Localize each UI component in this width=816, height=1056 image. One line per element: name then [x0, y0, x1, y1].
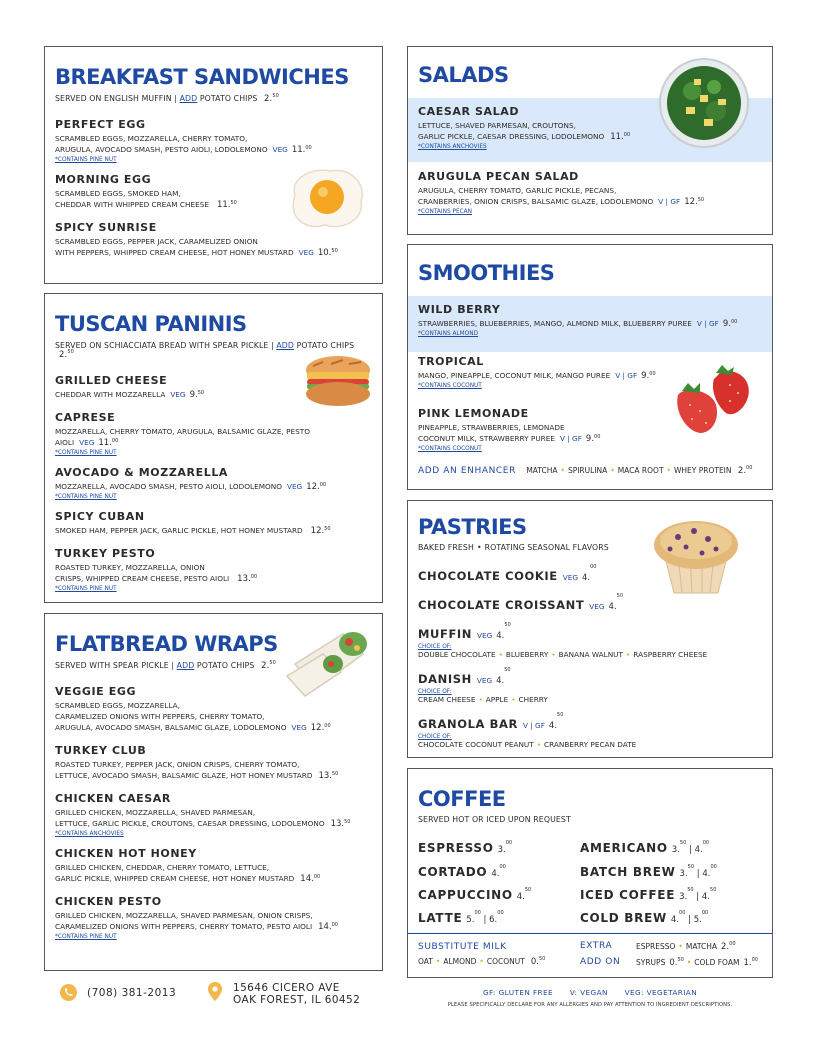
allergen-note: *CONTAINS PINE NUT	[55, 494, 117, 500]
wraps-subtitle: SERVED WITH SPEAR PICKLE | ADD POTATO CHIPS 2.50	[55, 660, 276, 671]
menu-item-perfect-egg: PERFECT EGG SCRAMBLED EGGS, MOZZARELLA, CHERRY TOMATO, ARUGULA, AVOCADO SMASH, PESTO AIOLI, LODOLEMONO VEG 11.00 *CONTAINS PINE NUT	[55, 118, 372, 163]
menu-item-granola-bar: GRANOLA BAR V | GF 4.50 CHOICE OF: CHOCOLATE COCONUT PEANUT • CRANBERRY PECAN DATE	[418, 712, 637, 749]
paninis-subtitle: SERVED ON SCHIACCIATA BREAD WITH SPEAR PICKLE | ADD POTATO CHIPS 2.50	[55, 341, 355, 360]
menu-item-veggie-egg: VEGGIE EGG SCRAMBLED EGGS, MOZZARELLA, CARAMELIZED ONIONS WITH PEPPERS, CHERRY TOMATO, ARUGULA, AVOCADO SMASH, BALSAMIC GLAZE, LODOLEMONO VEG 12.00	[55, 685, 331, 733]
allergy-disclaimer: PLEASE SPECIFICALLY DECLARE FOR ANY ALLERGIES AND PAY ATTENTION TO INGREDIENT DESCRIPTIONS.	[447, 1002, 733, 1008]
allergen-note: *CONTAINS PINE NUT	[55, 586, 117, 592]
paninis-panel	[44, 293, 383, 603]
coffee-item-iced-coffee: ICED COFFEE 3.50 | 4.50	[580, 887, 717, 902]
add-chips-link[interactable]: ADD	[176, 661, 195, 670]
breakfast-panel	[44, 46, 383, 284]
menu-item-caesar-salad: CAESAR SALAD LETTUCE, SHAVED PARMESAN, CROUTONS, GARLIC PICKLE, CAESAR DRESSING, LODOLEMONO 11.00 *CONTAINS ANCHOVIES	[408, 98, 773, 162]
wrap-illustration	[283, 624, 373, 700]
add-chips-link[interactable]: ADD	[179, 94, 198, 103]
paninis-title: TUSCAN PANINIS	[55, 312, 247, 336]
pastries-title: PASTRIES	[418, 515, 527, 539]
menu-item-caprese: CAPRESE MOZZARELLA, CHERRY TOMATO, ARUGULA, BALSAMIC GLAZE, PESTO AIOLI VEG 11.00 *CONTAINS PINE NUT	[55, 411, 372, 456]
diet-legend	[407, 988, 773, 997]
add-on-label: ADD ON	[580, 957, 621, 967]
allergen-note: *CONTAINS PINE NUT	[55, 934, 117, 940]
coffee-title: COFFEE	[418, 787, 506, 811]
allergen-note: *CONTAINS ANCHOVIES	[55, 831, 124, 837]
address-block	[208, 982, 360, 1006]
wraps-title: FLATBREAD WRAPS	[55, 632, 278, 656]
coffee-item-cappuccino: CAPPUCCINO 4.50	[418, 887, 532, 902]
allergen-note: *CONTAINS ALMOND	[418, 331, 479, 337]
menu-item-pink-lemonade: PINK LEMONADE PINEAPPLE, STRAWBERRIES, LEMONADE COCONUT MILK, STRAWBERRY PUREE V | GF 9.00 *CONTAINS COCONUT	[408, 400, 773, 459]
pastries-panel	[407, 500, 773, 758]
menu-item-tropical: TROPICAL MANGO, PINEAPPLE, COCONUT MILK, MANGO PUREE V | GF 9.00 *CONTAINS COCONUT	[408, 348, 773, 396]
menu-item-chocolate-croissant: CHOCOLATE CROISSANT VEG 4.50	[418, 593, 624, 612]
coffee-divider	[408, 933, 772, 934]
menu-item-turkey-pesto: TURKEY PESTO ROASTED TURKEY, MOZZARELLA, ONION CRISPS, WHIPPED CREAM CHEESE, PESTO AIOLI 13.00 *CONTAINS PINE NUT	[55, 547, 372, 592]
muffin-illustration	[648, 513, 744, 595]
address-line-2: OAK FOREST, IL 60452	[233, 994, 361, 1006]
legend-veg: VEG: VEGETARIAN	[624, 988, 698, 997]
menu-item-turkey-club: TURKEY CLUB ROASTED TURKEY, PEPPER JACK, ONION CRISPS, CHERRY TOMATO, LETTUCE, AVOCADO SMASH, BALSAMIC GLAZE, HOT HONEY MUSTARD 13.50	[55, 744, 339, 781]
legend-v: V: VEGAN	[569, 988, 608, 997]
substitute-milk-label: SUBSTITUTE MILK	[418, 942, 507, 952]
strawberry-illustration	[670, 361, 754, 437]
legend-gf: GF: GLUTEN FREE	[482, 988, 554, 997]
enhancer-row: ADD AN ENHANCER MATCHA • SPIRULINA • MACA ROOT • WHEY PROTEIN 2.00	[418, 465, 753, 476]
salads-panel	[407, 46, 773, 235]
menu-item-wild-berry: WILD BERRY STRAWBERRIES, BLUEBERRIES, MANGO, ALMOND MILK, BLUEBERRY PUREE V | GF 9.00 *CONTAINS ALMOND	[408, 296, 773, 352]
pastries-subtitle: BAKED FRESH • ROTATING SEASONAL FLAVORS	[418, 543, 609, 552]
add-chips-link[interactable]: ADD	[276, 341, 294, 350]
allergen-note: *CONTAINS PINE NUT	[55, 450, 117, 456]
smoothies-panel	[407, 244, 773, 490]
enhancer-label: ADD AN ENHANCER	[418, 466, 516, 476]
allergen-note: *CONTAINS PECAN	[418, 209, 472, 215]
smoothies-title: SMOOTHIES	[418, 261, 555, 285]
coffee-panel	[407, 768, 773, 978]
address-line-1: 15646 CICERO AVE	[233, 982, 340, 994]
menu-item-chicken-hot-honey: CHICKEN HOT HONEY GRILLED CHICKEN, CHEDDAR, CHERRY TOMATO, LETTUCE, GARLIC PICKLE, WHIPPED CREAM CHEESE, HOT HONEY MUSTARD 14.00	[55, 847, 321, 884]
extra-options: ESPRESSO • MATCHA 2.00	[636, 941, 736, 952]
phone-icon	[60, 984, 77, 1001]
breakfast-subtitle: SERVED ON ENGLISH MUFFIN | ADD POTATO CHIPS 2.50	[55, 93, 279, 104]
menu-item-chocolate-cookie: CHOCOLATE COOKIE VEG 4.00	[418, 564, 597, 583]
coffee-item-americano: AMERICANO 3.50 | 4.00	[580, 840, 710, 855]
menu-item-chicken-caesar: CHICKEN CAESAR GRILLED CHICKEN, MOZZARELLA, SHAVED PARMESAN, LETTUCE, GARLIC PICKLE, CROUTONS, CAESAR DRESSING, LODOLEMONO 13.50 *CONTAINS ANCHOVIES	[55, 792, 372, 837]
menu-item-muffin: MUFFIN VEG 4.50 CHOICE OF: DOUBLE CHOCOLATE • BLUEBERRY • BANANA WALNUT • RASPBERRY CHEESE	[418, 622, 708, 659]
fried-egg-illustration	[285, 165, 369, 231]
milk-options: OAT • ALMOND • COCONUT 0.50	[418, 956, 546, 967]
coffee-item-cortado: CORTADO 4.00	[418, 864, 506, 879]
breakfast-title: BREAKFAST SANDWICHES	[55, 65, 349, 89]
menu-item-spicy-cuban: SPICY CUBAN SMOKED HAM, PEPPER JACK, GARLIC PICKLE, HOT HONEY MUSTARD 12.50	[55, 510, 331, 536]
menu-item-arugula-pecan-salad: ARUGULA PECAN SALAD ARUGULA, CHERRY TOMATO, GARLIC PICKLE, PECANS, CRANBERRIES, ONION CRISPS, BALSAMIC GLAZE, LODOLEMONO V | GF 12.50 *CONTAINS PECAN	[408, 163, 773, 222]
panini-illustration	[303, 352, 373, 410]
wraps-panel	[44, 613, 383, 971]
menu-item-grilled-cheese: GRILLED CHEESE CHEDDAR WITH MOZZARELLA VEG 9.50	[55, 374, 205, 400]
menu-item-chicken-pesto: CHICKEN PESTO GRILLED CHICKEN, MOZZARELLA, SHAVED PARMESAN, ONION CRISPS, CARAMELIZED ONIONS WITH PEPPERS, CHERRY TOMATO, PESTO AIOLI 14.00 *CONTAINS PINE NUT	[55, 895, 372, 940]
extra-label: EXTRA	[580, 941, 613, 951]
allergen-note: *CONTAINS COCONUT	[418, 446, 482, 452]
menu-item-morning-egg: MORNING EGG SCRAMBLED EGGS, SMOKED HAM, CHEDDAR WITH WHIPPED CREAM CHEESE 11.50	[55, 173, 237, 210]
add-on-options: SYRUPS 0.50 • COLD FOAM 1.00	[636, 957, 758, 968]
location-pin-icon	[208, 982, 222, 1001]
allergen-note: *CONTAINS ANCHOVIES	[418, 144, 487, 150]
salads-title: SALADS	[418, 63, 509, 87]
salad-bowl-illustration	[656, 55, 752, 151]
phone-contact[interactable]	[60, 984, 176, 1001]
coffee-item-batch-brew: BATCH BREW 3.50 | 4.00	[580, 864, 717, 879]
phone-number: (708) 381-2013	[87, 986, 177, 999]
coffee-item-latte: LATTE 5.00 | 6.00	[418, 910, 504, 925]
coffee-item-espresso: ESPRESSO 3.00	[418, 840, 513, 855]
menu-item-danish: DANISH VEG 4.50 CHOICE OF: CREAM CHEESE • APPLE • CHERRY	[418, 667, 548, 704]
menu-item-spicy-sunrise: SPICY SUNRISE SCRAMBLED EGGS, PEPPER JACK, CARAMELIZED ONION WITH PEPPERS, WHIPPED CREAM CHEESE, HOT HONEY MUSTARD VEG 10.50	[55, 221, 338, 258]
allergen-note: *CONTAINS COCONUT	[418, 383, 482, 389]
coffee-item-cold-brew: COLD BREW 4.00 | 5.00	[580, 910, 709, 925]
menu-item-avocado-mozzarella: AVOCADO & MOZZARELLA MOZZARELLA, AVOCADO SMASH, PESTO AIOLI, LODOLEMONO VEG 12.00 *CONTAINS PINE NUT	[55, 466, 372, 500]
allergen-note: *CONTAINS PINE NUT	[55, 157, 117, 163]
coffee-subtitle: SERVED HOT OR ICED UPON REQUEST	[418, 815, 571, 824]
